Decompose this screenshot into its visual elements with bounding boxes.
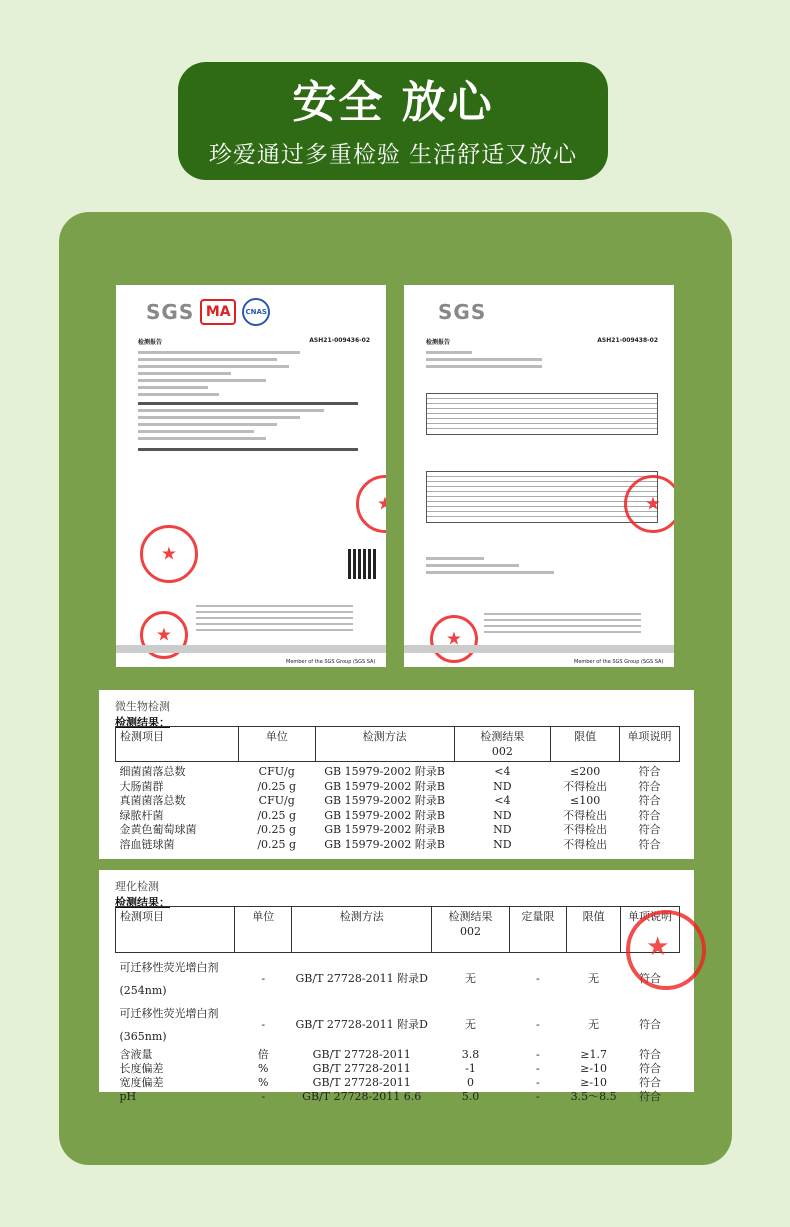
table-cell: - [535, 1062, 540, 1075]
table-cell: ≥-10 [580, 1076, 608, 1089]
table-row [116, 1076, 680, 1090]
report-number: ASH21-009438-02 [597, 337, 658, 344]
table-row [116, 809, 680, 824]
table-cell: 无 [588, 972, 600, 985]
report-label: 检测报告 [138, 339, 163, 346]
table-cell: GB/T 27728-2011 [312, 1048, 411, 1061]
table-cell: ND [493, 808, 512, 822]
red-seal-stamp [626, 910, 706, 990]
result-label: 检测结果： [115, 716, 170, 729]
report-number: ASH21-009436-02 [309, 337, 370, 344]
table-cell: GB 15979-2002 附录B [324, 837, 445, 851]
table-cell: GB 15979-2002 附录B [324, 794, 445, 807]
table-cell: GB/T 27728-2011 [312, 1062, 411, 1075]
ma-logo: MA [200, 299, 236, 325]
column-header: 检测项目 [116, 907, 235, 953]
table-cell: 不得检出 [563, 779, 608, 793]
table-cell: 符合 [639, 1076, 662, 1089]
table-cell: 符合 [639, 1048, 662, 1061]
table-cell: 无 [465, 1018, 476, 1031]
cert-footer-band [404, 645, 674, 653]
table-cell: 金黄色葡萄球菌 [119, 823, 197, 836]
table-cell: - [535, 972, 540, 985]
table-row [116, 953, 680, 1003]
column-header: 限值 [551, 727, 620, 762]
column-header: 限值 [567, 907, 621, 953]
table-cell: ND [493, 779, 512, 793]
table-cell: /0.25 g [257, 808, 297, 822]
table-cell: - [261, 972, 266, 985]
table-cell: 不得检出 [563, 823, 608, 836]
table-cell: 符合 [638, 794, 661, 807]
cert-logos [438, 295, 486, 329]
table-cell: - [535, 1048, 540, 1061]
cnas-logo: CNAS [242, 298, 270, 326]
table-cell: 符合 [638, 837, 661, 851]
table-cell: 绿脓杆菌 [119, 808, 164, 822]
table-row [116, 1048, 680, 1062]
table-cell: 符合 [639, 972, 662, 985]
table-cell: -1 [465, 1062, 476, 1075]
table-cell: 可迁移性荧光增白剂(365nm) [119, 1007, 219, 1043]
table-cell: /0.25 g [257, 779, 297, 793]
table-cell: 可迁移性荧光增白剂(254nm) [119, 961, 219, 997]
column-header: 检测结果 002 [454, 727, 551, 762]
table-cell: GB 15979-2002 附录B [324, 765, 445, 778]
table-cell: ND [493, 837, 512, 851]
banner-title: 安全 放心 [292, 77, 494, 128]
table-cell: 不得检出 [563, 837, 608, 851]
red-seal-stamp [356, 475, 386, 533]
table-row [116, 762, 680, 780]
table-cell: 符合 [639, 1090, 662, 1103]
column-header: 定量限 [509, 907, 567, 953]
table-cell: 3.5～8.5 [570, 1090, 617, 1103]
table-cell: - [535, 1090, 540, 1103]
table-cell: 长度偏差 [119, 1062, 164, 1075]
table-cell: - [261, 1018, 266, 1031]
cert-logos [146, 295, 270, 329]
column-header: 检测方法 [315, 727, 454, 762]
report-label: 检测报告 [426, 339, 451, 346]
table-cell: ≥-10 [580, 1062, 608, 1075]
table-cell: ≤100 [570, 794, 601, 807]
table-cell: <4 [494, 765, 511, 778]
red-seal-stamp [624, 475, 674, 533]
sgs-logo: SGS [438, 300, 487, 324]
table-cell: 无 [465, 972, 476, 985]
table-cell: 大肠菌群 [119, 779, 164, 793]
table-cell: % [258, 1076, 269, 1089]
red-seal-stamp [430, 615, 478, 663]
cert-table-physchem [426, 471, 658, 523]
table-cell: - [535, 1018, 540, 1031]
table-cell: GB 15979-2002 附录B [324, 779, 445, 793]
table-cell: % [258, 1062, 269, 1075]
column-header: 检测结果 002 [432, 907, 509, 953]
table-cell: 宽度偏差 [119, 1076, 164, 1089]
table-cell: CFU/g [258, 765, 295, 778]
column-header: 单项说明 [621, 907, 680, 953]
cert-footer: Member of the SGS Group (SGS SA) [286, 659, 376, 665]
column-header: 单项说明 [620, 727, 680, 762]
table-cell: 细菌菌落总数 [119, 765, 186, 778]
table-cell: 含液量 [119, 1048, 153, 1061]
column-header: 单位 [238, 727, 315, 762]
table-cell: CFU/g [258, 794, 295, 807]
table-cell: 溶血链球菌 [119, 837, 175, 851]
qr-code-icon [348, 549, 378, 579]
cert-header [138, 337, 370, 346]
table-cell: - [261, 1090, 266, 1103]
cert-fine-print [484, 613, 658, 637]
table-cell: - [535, 1076, 540, 1089]
table-cell: GB/T 27728-2011 [312, 1076, 411, 1089]
table-cell: <4 [494, 794, 511, 807]
table-cell: GB/T 27728-2011 附录D [295, 972, 428, 985]
cert-notes [426, 557, 658, 578]
banner-subtitle: 珍爱通过多重检验 生活舒适又放心 [208, 142, 578, 168]
table-cell: ≤200 [570, 765, 601, 778]
micro-results-table [115, 726, 680, 852]
column-header: 单位 [235, 907, 292, 953]
table-cell: 5.0 [461, 1090, 480, 1103]
cert-header [426, 337, 658, 346]
result-label: 检测结果： [115, 896, 170, 909]
header-banner [178, 62, 608, 180]
table-cell: 倍 [257, 1048, 269, 1061]
section-title: 理化检测 [115, 880, 159, 893]
table-row [116, 823, 680, 838]
table-cell: 无 [588, 1018, 600, 1031]
column-header: 检测项目 [116, 727, 239, 762]
table-cell: 符合 [638, 765, 661, 778]
table-cell: 符合 [639, 1062, 662, 1075]
table-row [116, 780, 680, 795]
section-title: 微生物检测 [115, 700, 170, 713]
micro-results-card [99, 690, 694, 859]
table-cell: GB 15979-2002 附录B [324, 823, 445, 836]
table-cell: /0.25 g [257, 837, 297, 851]
red-seal-stamp [140, 525, 198, 583]
physchem-results-table [115, 906, 680, 1104]
table-cell: 符合 [638, 808, 661, 822]
table-cell: GB 15979-2002 附录B [324, 808, 445, 822]
physchem-results-card [99, 870, 694, 1103]
sgs-logo: SGS [146, 300, 195, 324]
cert-footer-band [116, 645, 386, 653]
table-cell: 3.8 [461, 1048, 480, 1061]
table-row [116, 1062, 680, 1076]
table-cell: ≥1.7 [580, 1048, 607, 1061]
cert-body-text [138, 351, 370, 455]
table-row [116, 1090, 680, 1104]
table-cell: 符合 [639, 1018, 662, 1031]
table-cell: GB/T 27728-2011 6.6 [302, 1090, 422, 1103]
table-row [116, 794, 680, 809]
table-row [116, 1002, 680, 1048]
cert-fine-print [196, 605, 370, 635]
table-cell: pH [119, 1090, 137, 1103]
table-cell: 符合 [638, 823, 661, 836]
table-cell: /0.25 g [257, 823, 297, 836]
sgs-certificate-left [116, 285, 386, 667]
table-cell: ND [493, 823, 512, 836]
table-cell: 0 [467, 1076, 474, 1089]
sgs-certificate-right [404, 285, 674, 667]
cert-table-micro [426, 393, 658, 435]
table-cell: 不得检出 [563, 808, 608, 822]
table-cell: GB/T 27728-2011 附录D [295, 1018, 428, 1031]
cert-footer: Member of the SGS Group (SGS SA) [574, 659, 664, 665]
cert-body-text [426, 351, 658, 372]
table-row [116, 838, 680, 853]
table-cell: 符合 [638, 779, 661, 793]
column-header: 检测方法 [292, 907, 432, 953]
table-cell: 真菌菌落总数 [119, 794, 186, 807]
